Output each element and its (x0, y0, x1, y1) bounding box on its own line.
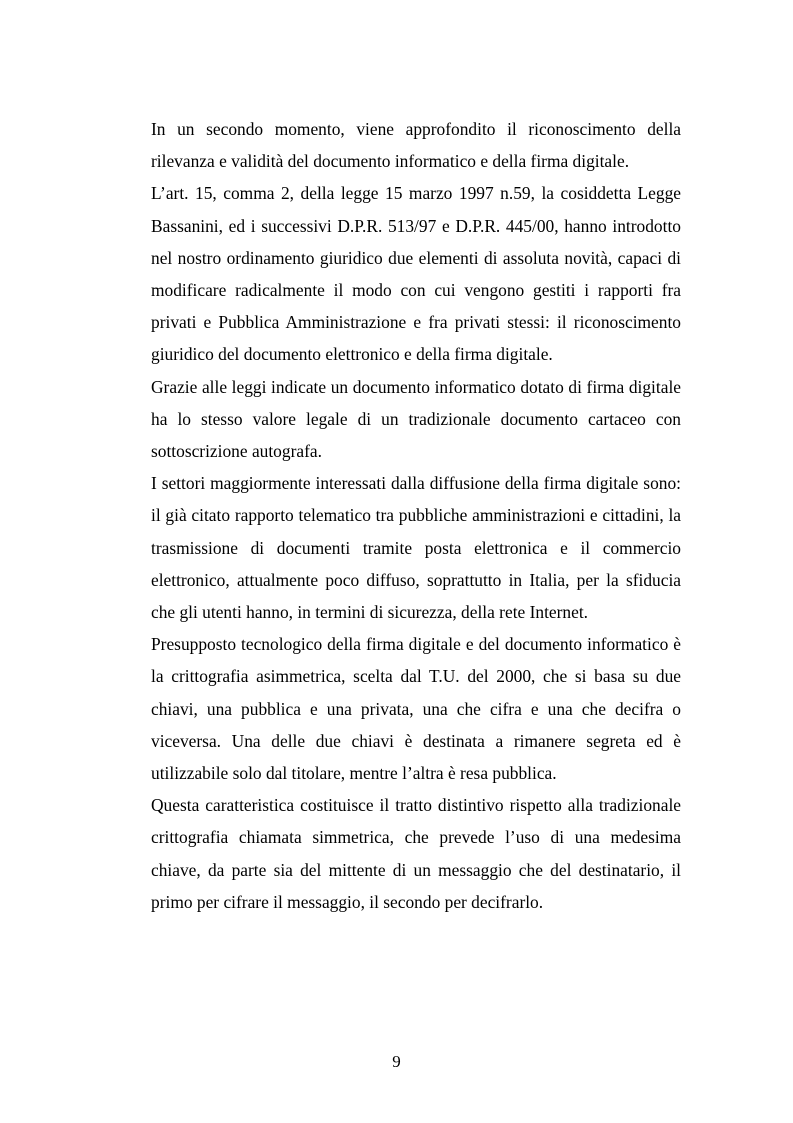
paragraph-6: Questa caratteristica costituisce il tratto distintivo rispetto alla tradizionale crittografia chiamata simmetrica, che prevede l’uso di una medesima chiave, da parte sia del mittente di un messaggio che del destinatario, il primo per cifrare il messaggio, il secondo per decifrarlo. (151, 795, 681, 912)
page-number: 9 (392, 1052, 401, 1071)
paragraph-2: L’art. 15, comma 2, della legge 15 marzo 1997 n.59, la cosiddetta Legge Bassanini, ed i successivi D.P.R. 513/97 e D.P.R. 445/00, hanno introdotto nel nostro ordinamento giuridico due elementi di assoluta novità, capaci di modificare radicalmente il modo con cui vengono gestiti i rapporti fra privati e Pubblica Amministrazione e fra privati stessi: il riconoscimento giuridico del documento elettronico e della firma digitale. (151, 183, 681, 365)
paragraph-5: Presupposto tecnologico della firma digitale e del documento informatico è la crittografia asimmetrica, scelta dal T.U. del 2000, che si basa su due chiavi, una pubblica e una privata, una che cifra e una che decifra o viceversa. Una delle due chiavi è destinata a rimanere segreta ed è utilizzabile solo dal titolare, mentre l’altra è resa pubblica. (151, 634, 681, 784)
paragraph-4: I settori maggiormente interessati dalla diffusione della firma digitale sono: il già citato rapporto telematico tra pubbliche amministrazioni e cittadini, la trasmissione di documenti tramite posta elettronica e il commercio elettronico, attualmente poco diffuso, soprattutto in Italia, per la sfiducia che gli utenti hanno, in termini di sicurezza, della rete Internet. (151, 473, 681, 623)
paragraph-1: In un secondo momento, viene approfondito il riconoscimento della rilevanza e validità del documento informatico e della firma digitale. (151, 119, 681, 172)
paragraph-3: Grazie alle leggi indicate un documento informatico dotato di firma digitale ha lo stesso valore legale di un tradizionale documento cartaceo con sottoscrizione autografa. (151, 376, 681, 462)
body-text (151, 113, 681, 918)
